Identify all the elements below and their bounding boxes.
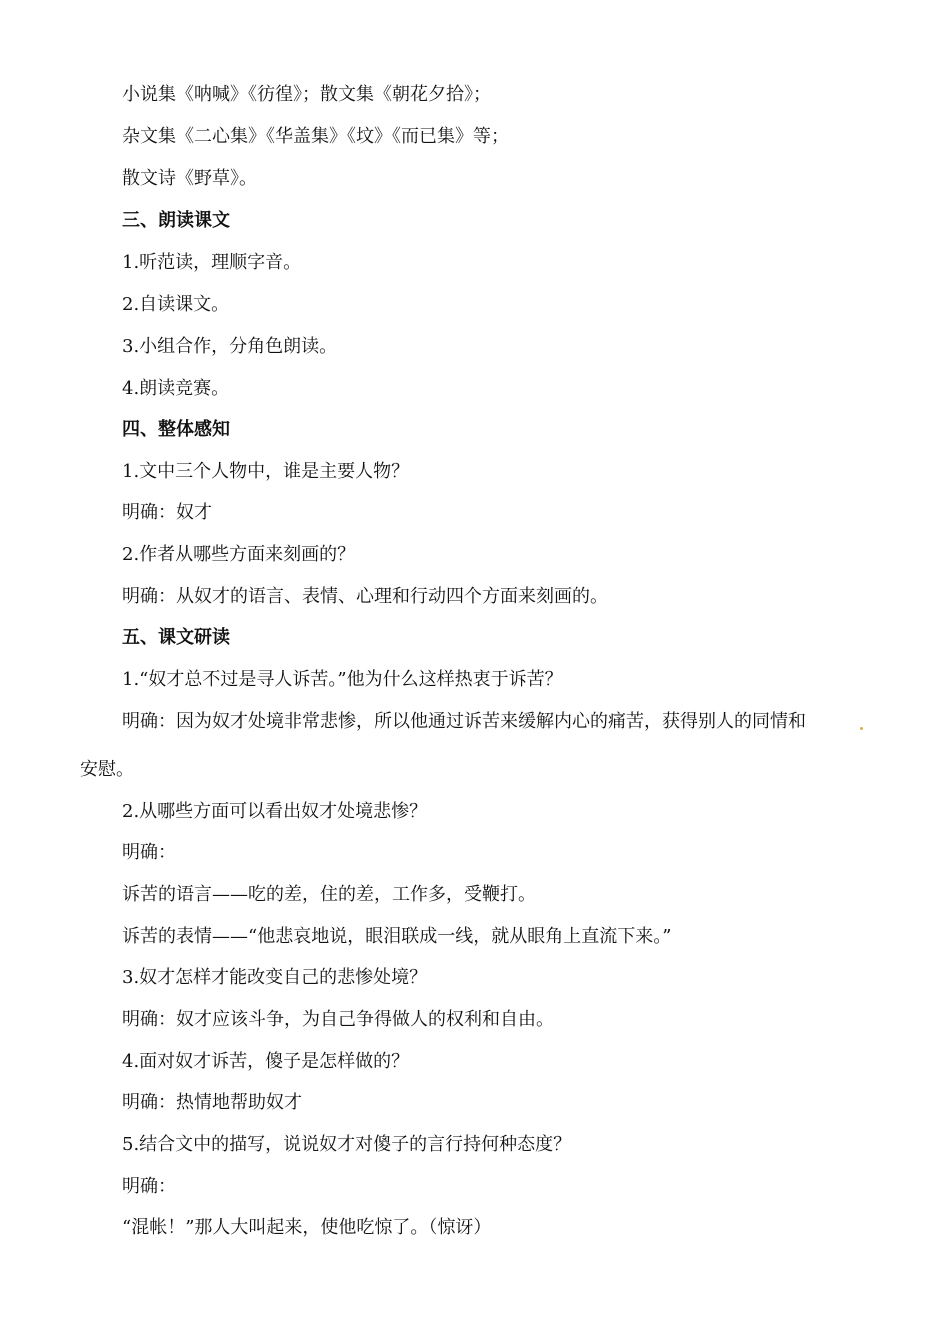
text-line: 2.从哪些方面可以看出奴才处境悲惨？ — [122, 801, 428, 822]
text-line: 杂文集《二心集》《华盖集》《坟》《而已集》等； — [122, 126, 509, 147]
ink-dot — [860, 727, 863, 730]
text-line: 5.结合文中的描写，说说奴才对傻子的言行持何种态度？ — [122, 1134, 572, 1155]
text-line: 明确：奴才 — [122, 502, 212, 523]
text-line: 3.小组合作，分角色朗读。 — [122, 336, 338, 357]
text-line: 明确：热情地帮助奴才 — [122, 1092, 302, 1113]
section-heading: 三、朗读课文 — [122, 210, 230, 231]
text-line: 2.作者从哪些方面来刻画的？ — [122, 544, 356, 565]
section-heading: 四、整体感知 — [122, 419, 230, 440]
text-line: 明确： — [122, 842, 176, 863]
text-line: 诉苦的语言——吃的差，住的差，工作多，受鞭打。 — [122, 884, 536, 905]
text-line: 3.奴才怎样才能改变自己的悲惨处境？ — [122, 967, 428, 988]
text-line: 散文诗《野草》。 — [122, 168, 257, 189]
text-line: 2.自读课文。 — [122, 294, 230, 315]
text-line: 诉苦的表情——“他悲哀地说，眼泪联成一线，就从眼角上直流下来。” — [122, 926, 672, 947]
text-line: 明确：从奴才的语言、表情、心理和行动四个方面来刻画的。 — [122, 586, 608, 607]
text-line: 明确：因为奴才处境非常悲惨，所以他通过诉苦来缓解内心的痛苦，获得别人的同情和 — [122, 711, 806, 732]
text-line: 4.面对奴才诉苦，傻子是怎样做的？ — [122, 1051, 410, 1072]
text-line: 小说集《呐喊》《彷徨》；散文集《朝花夕拾》； — [122, 84, 491, 105]
text-line: “混帐！”那人大叫起来，使他吃惊了。（惊讶） — [122, 1217, 492, 1238]
section-heading: 五、课文研读 — [122, 627, 230, 648]
text-line: 明确： — [122, 1176, 176, 1197]
text-line: 1.听范读，理顺字音。 — [122, 252, 302, 273]
text-line: 安慰。 — [80, 759, 134, 780]
text-line: 4.朗读竞赛。 — [122, 378, 230, 399]
text-line: 1.“奴才总不过是寻人诉苦。”他为什么这样热衷于诉苦？ — [122, 669, 563, 690]
text-line: 1.文中三个人物中，谁是主要人物？ — [122, 461, 410, 482]
text-line: 明确：奴才应该斗争，为自己争得做人的权利和自由。 — [122, 1009, 554, 1030]
